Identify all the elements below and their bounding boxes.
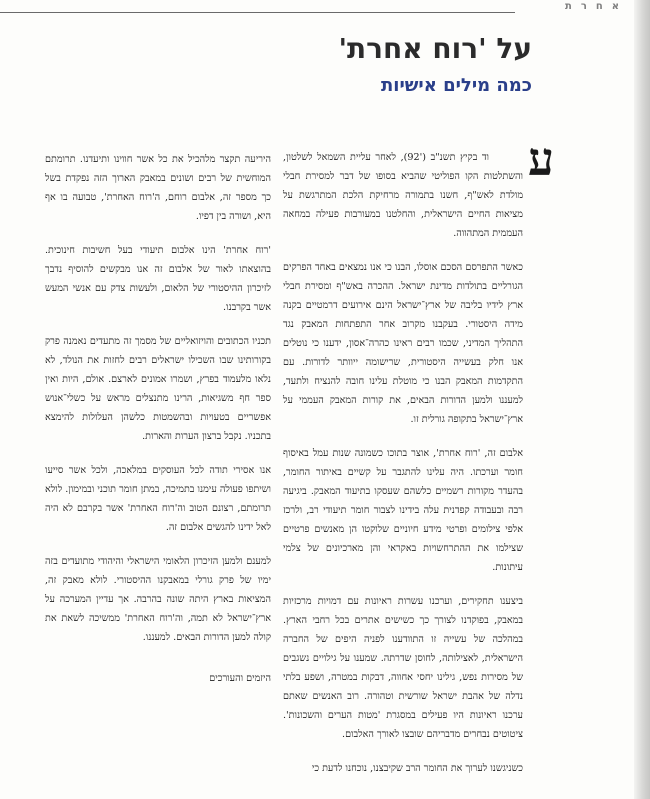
paragraph: היריעה תקצר מלהכיל את כל אשר חווינו ותיעדנו. תרומתם המוחשית של רבים ושונים במאבק הארוך הזה נפקדת בשל כך מספר זה, אלבום רוחם, ה'רוח האחרת', טבועה בו אף היא, ושורה בין דפיו. bbox=[45, 154, 271, 222]
running-head-label: אחרת bbox=[564, 1, 628, 12]
paragraph bbox=[283, 148, 523, 243]
paragraph: אנו אסירי תודה לכל העוסקים במלאכה, ולכל אשר סייעו ושיתפו פעולה עימנו בתמיכה, במתן חומר תוכני ובמימון. לולא תרומתם, רצונם הטוב וה'רוח האחרת' אשר בקרבם לא היה לאל ידינו להגשים אלבום זה. bbox=[45, 465, 271, 533]
paragraph: ביצענו תחקירים, וערכנו עשרות ראיונות עם דמויות מרכזיות במאבק, בפוקדנו לצורך כך כשישים אתרים בכל רחבי הארץ. במהלכה של עשייה זו התוודענו לפניה היפים של החברה הישראלית, לאצילותה, לחוסן שדרתה. שמענו על גילויים נשגבים של מסירות נפש, גילינו יחסי אחווה, דבקות במטרה, ושפע בלתי נדלה של אהבת ישראל שורשית וטהורה. רוב האנשים שאתם ערכנו ראיונות היו פעילים במסגרת 'מטות הערים והשכונות'. ציטוטים נבחרים מדבריהם שובצו לאורך האלבום. bbox=[283, 596, 523, 740]
header-rule bbox=[0, 12, 515, 13]
article-subtitle: כמה מילים אישיות bbox=[381, 75, 532, 96]
drop-cap: ע bbox=[527, 132, 554, 186]
paragraph: כשניגשנו לערוך את החומר הרב שקיבצנו, נוכחנו לדעת כי bbox=[311, 763, 523, 774]
right-column bbox=[283, 148, 523, 793]
left-column bbox=[45, 150, 271, 703]
running-head bbox=[0, 0, 634, 18]
paragraph: תכניו הכתובים והויזואליים של מסמך זה מתעדים נאמנה פרק בקורותינו שבו השכילו ישראלים רבים לחזות את הנולד, לא נלאו מלעמוד בפרץ, ושמרו אמונים לארצם. אולם, היות ואין ספר חף משגיאות, הרינו מתנצלים מראש על כשלי־אנוש אפשריים בטעויות ובהשמטות כלשהן העלולות להימצא בתכניו. נקבל ברצון הערות והארות. bbox=[45, 336, 271, 442]
page-edge bbox=[634, 0, 650, 799]
paragraph: למענם ולמען הזיכרון הלאומי הישראלי והיהודי מתועדים בזה ימיו של פרק גורלי במאבקנו ההיסטורי. לולא מאבק זה, המציאות בארץ היתה שונה בהרבה. אך עדיין המערכה על ארץ־ישראל לא תמה, וה'רוח האחרת' ממשיכה לשאת את קולה למען הדורות הבאים. למעננו. bbox=[45, 556, 271, 643]
signature: היזמים והעורכים bbox=[209, 673, 271, 684]
article-title: על 'רוח אחרת' bbox=[338, 32, 532, 65]
paragraph: אלבום זה, 'רוח אחרת', אוצר בתוכו כשמונה שנות עמל באיסוף חומר וערכתו. היה עלינו להתגבר על קשיים באיתור החומר, בהעדר מקורות רשמיים כלשהם שעסקו בתיעוד המאבק. ביגיעה רבה ובעבודה קפדנית עלה בידינו לצבור חומר תיעודי רב, ולרכז אלפי צילומים ופרטי מידע חיוניים שלוקטו הן מאנשים פרטיים שצילמו את ההתרחשויות באקראי והן מארכיונים של צלמי עיתונות. bbox=[283, 448, 523, 573]
paragraph: כאשר התפרסם הסכם אוסלו, הבנו כי אנו נמצאים באחד הפרקים הגורליים בתולדות מדינת ישראל. ההכרה באש"ף ומסירת חבלי ארץ לידיו בליבה של ארץ־ישראל הינם אירועים דרמטיים בקנה מידה היסטורי. בעקבנו מקרוב אחר התפתחות המאבק נגד התהליך המדיני, שכמו רבים ראינו כהרה־אסון, ידענו כי נוטלים אנו חלק בעשייה היסטורית, שרישומה ייוותר לדורות. עם התקדמות המאבק הבנו כי מוטלת עלינו חובה להנציח ולתעד, למעננו ולמען הדורות הבאים, את קורות המאבק העממי על ארץ־ישראל בתקופה גורלית זו. bbox=[283, 262, 523, 425]
paragraph-text: וד בקיץ תשנ"ב ('92), לאחר עליית השמאל לשלטון, והשתלטות הקו הפוליטי שהביא בסופו של דבר למסירת חבלי מולדת לאש"ף, חשנו בתמורה מרחיקת הלכת המתרגשת על מציאות החיים הישראלית, והחלטנו במעורבות פעילה במחאה העממית המתהווה. bbox=[283, 152, 523, 239]
paragraph: 'רוח אחרת' הינו אלבום תיעודי בעל חשיבות חינוכית. בהוצאתו לאור של אלבום זה אנו מבקשים להוסיף נדבך לזיכרון ההיסטורי של הלאום, ולעשות צדק עם אנשי המעש אשר בקרבנו. bbox=[45, 245, 271, 313]
